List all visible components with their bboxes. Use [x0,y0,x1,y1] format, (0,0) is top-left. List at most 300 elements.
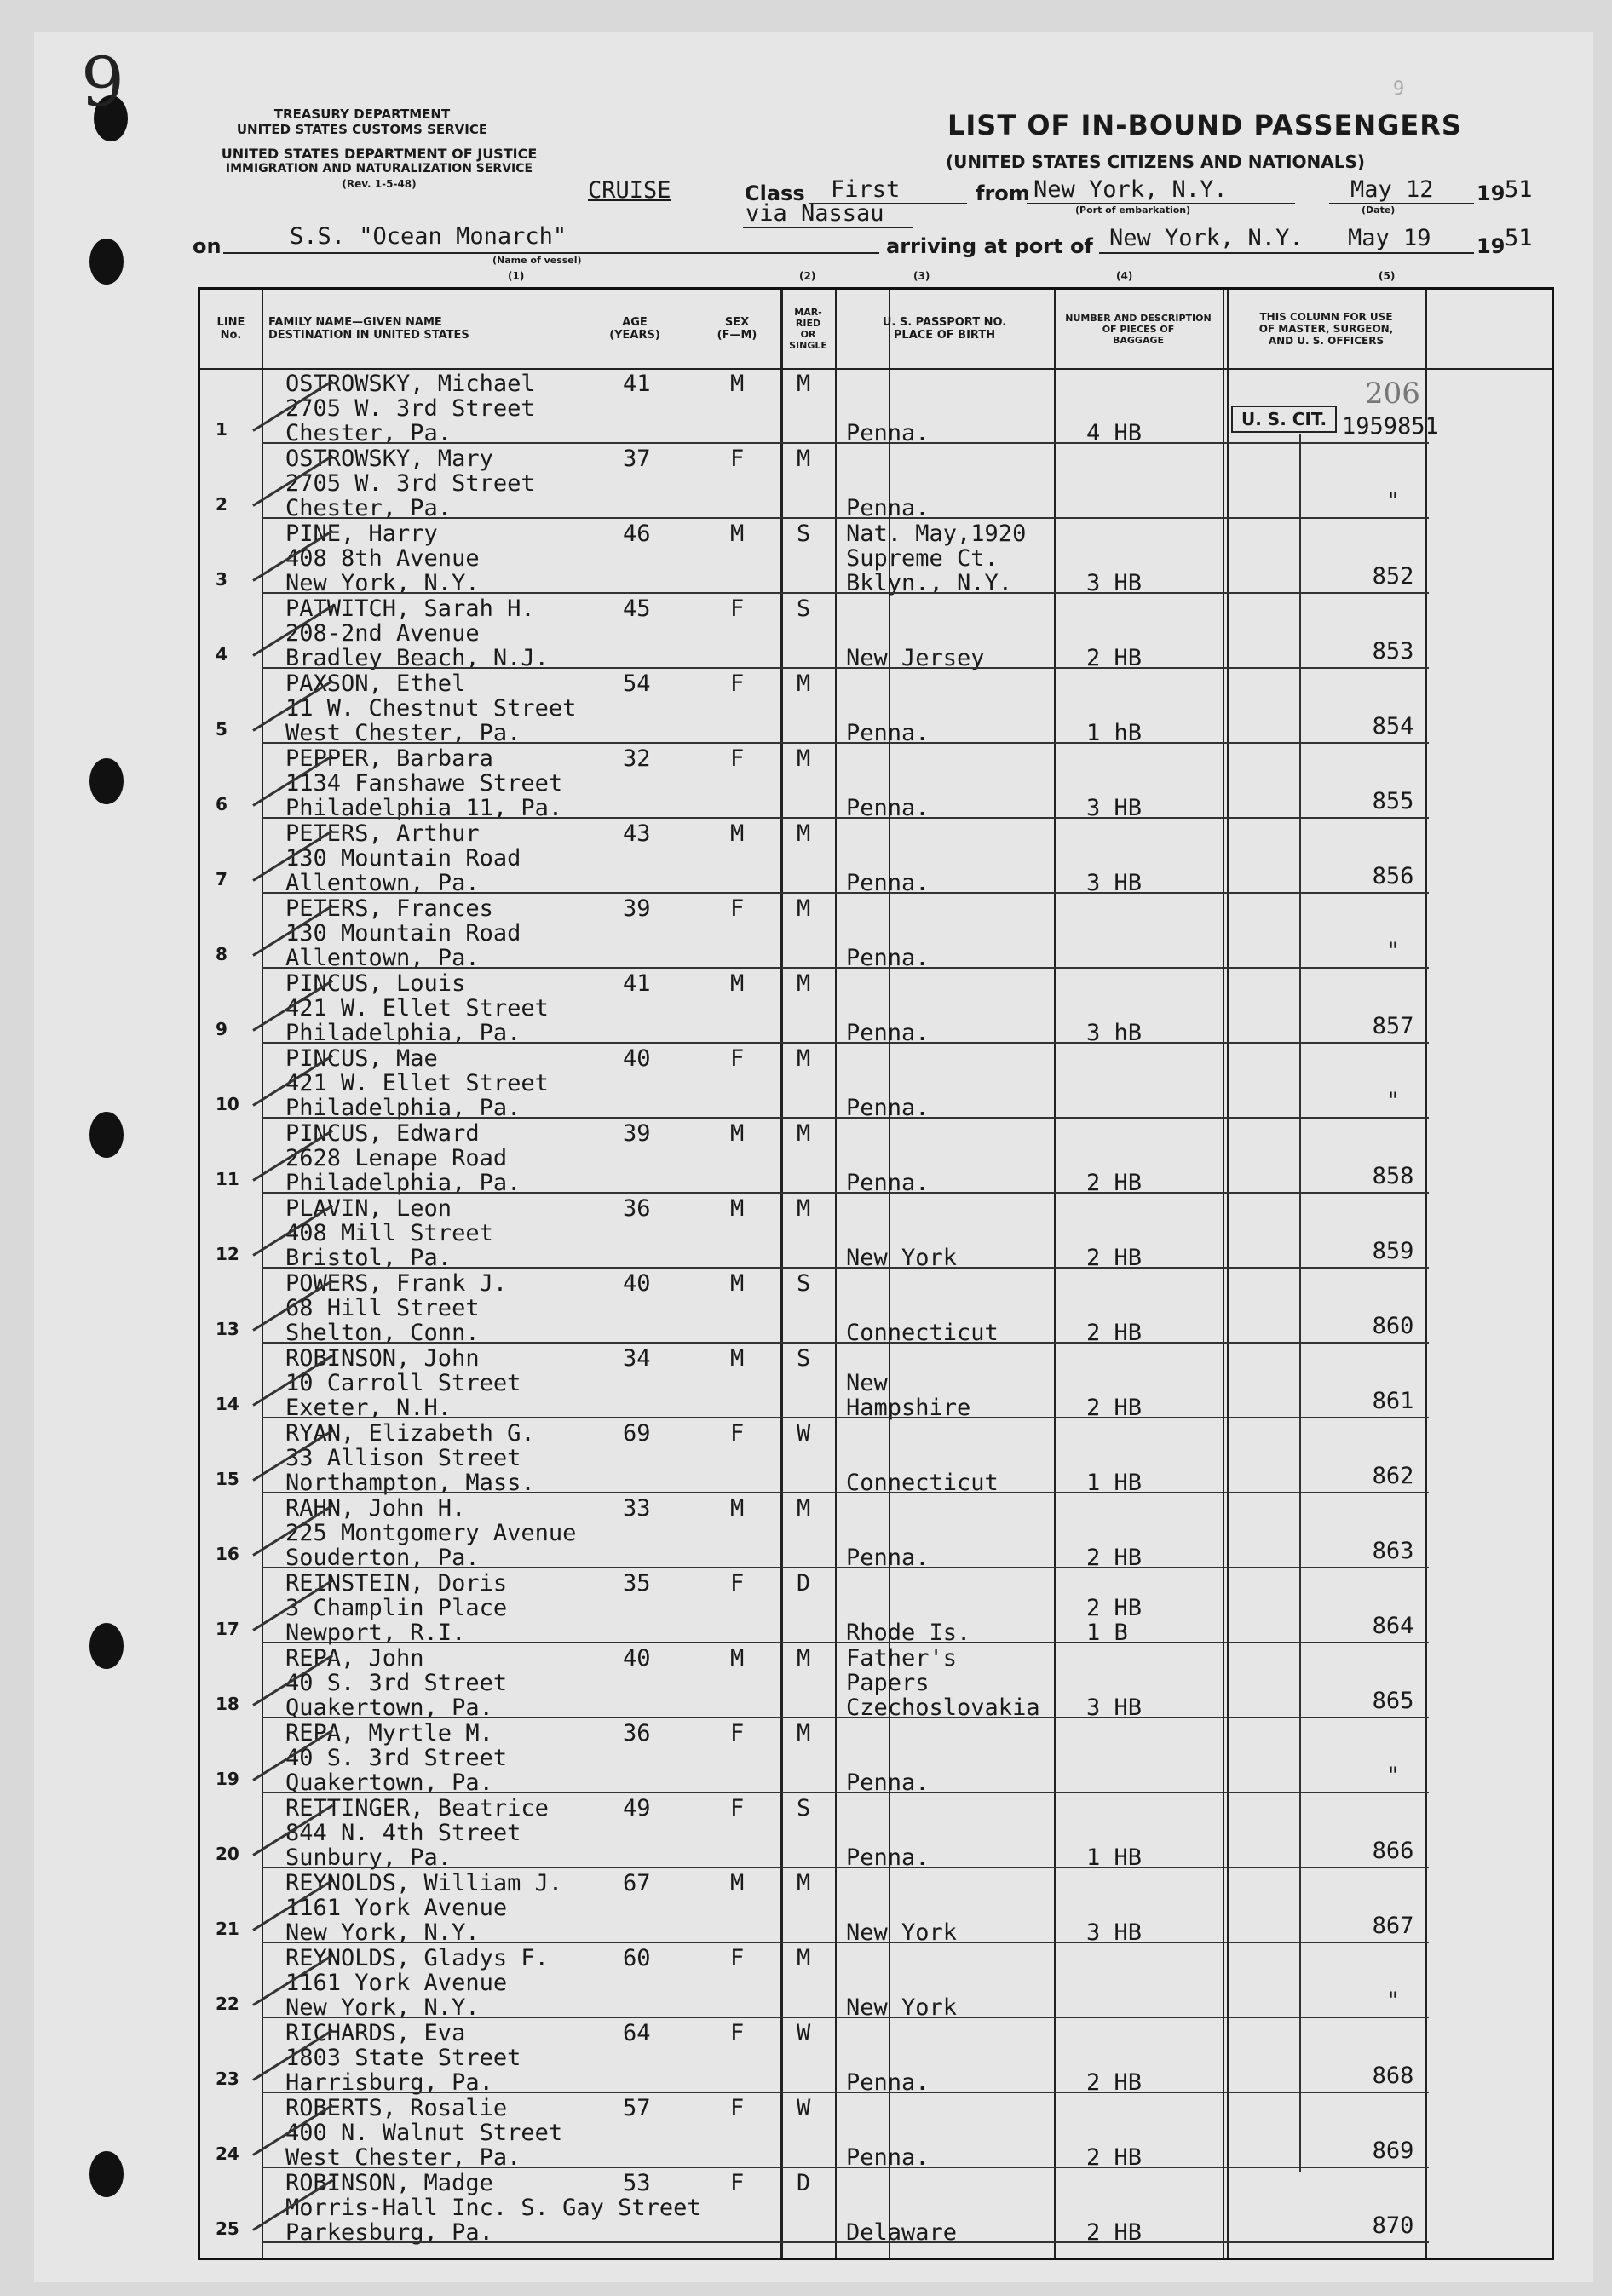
officer-number: " [1385,488,1401,515]
passenger-age: 40 [623,1270,651,1297]
line-number: 21 [216,1919,239,1939]
vessel-name: S.S. "Ocean Monarch" [290,223,567,250]
passenger-name: REYNOLDS, Gladys F. [285,1945,549,1971]
baggage-line-3: 4 HB [1086,420,1143,446]
passenger-name: PLAVIN, Leon [285,1195,452,1222]
passenger-street: 225 Montgomery Avenue [285,1520,577,1546]
passenger-street: 1134 Fanshawe Street [285,770,563,797]
table-row [200,745,1552,819]
table-row [200,1719,1552,1796]
birth-line-3: Connecticut [846,1470,999,1496]
date-caption: (Date) [1362,204,1396,216]
passenger-sex: M [730,371,745,397]
marital-status: S [797,1345,811,1372]
punch-hole [89,758,124,804]
birth-line-3: Hampshire [846,1395,971,1421]
line-number: 5 [216,719,227,739]
marital-status: M [797,371,811,397]
line-number: 18 [216,1694,239,1714]
passenger-street: 2628 Lenape Road [285,1145,508,1171]
passenger-age: 39 [623,895,651,922]
passenger-name: PETERS, Frances [285,895,493,922]
birth-line-3: Penna. [846,720,930,746]
passenger-name: PINCUS, Mae [285,1045,438,1072]
passenger-sex: M [730,1645,745,1672]
passenger-city: West Chester, Pa. [285,720,521,746]
arrival-date: May 19 [1348,225,1431,251]
passenger-name: RETTINGER, Beatrice [285,1795,549,1821]
passenger-sex: F [730,1420,745,1447]
stamp-number: 1959851 [1342,413,1439,440]
passenger-name: PAXSON, Ethel [285,670,466,697]
passenger-sex: M [730,820,745,847]
agency-line-1: TREASURY DEPARTMENT [273,106,451,122]
passenger-sex: F [730,1795,745,1821]
officer-number: 860 [1372,1313,1414,1339]
arrival-port: New York, N.Y. [1109,225,1304,251]
stamp-label: U. S. CIT. [1241,409,1327,429]
passenger-street: 68 Hill Street [285,1295,480,1321]
birth-line-3: Czechoslovakia [846,1695,1040,1721]
line-number: 11 [216,1169,239,1189]
officer-number: " [1385,1763,1401,1789]
passenger-street: 1161 York Avenue [285,1895,508,1921]
table-row [200,1494,1552,1571]
col-header-married: MAR- RIED OR SINGLE [789,307,827,351]
corner-mark: 9 [81,43,124,122]
passenger-sex: M [730,970,745,997]
line-number: 24 [216,2144,239,2164]
table-row [200,1119,1552,1194]
on-label: on [193,234,222,258]
agency-line-3: UNITED STATES DEPARTMENT OF JUSTICE [221,146,538,162]
table-row [200,970,1552,1044]
line-number: 17 [216,1619,239,1639]
passenger-sex: F [730,1945,745,1971]
baggage-line-3: 3 HB [1086,1919,1143,1946]
passenger-sex: F [730,745,745,772]
marital-status: M [797,1645,811,1672]
marital-status: W [797,1420,811,1447]
col-num-2: (2) [799,270,816,282]
baggage-line-3: 1 HB [1086,1844,1143,1871]
line-number: 12 [216,1244,239,1264]
marital-status: M [797,1945,811,1971]
class-value: First [831,176,901,203]
passenger-sex: F [730,596,745,622]
passenger-sex: F [730,2170,745,2196]
passenger-street: 2705 W. 3rd Street [285,395,535,422]
table-row [200,2019,1552,2096]
birth-line-3: Bklyn., N.Y. [846,570,1013,596]
passenger-city: West Chester, Pa. [285,2144,521,2171]
passenger-street: 33 Allison Street [285,1445,521,1471]
embarkation-port: New York, N.Y. [1033,176,1228,203]
col-header-sex: SEX (F—M) [717,316,757,342]
baggage-line-3: 3 HB [1086,870,1143,896]
passenger-city: Philadelphia, Pa. [285,1095,521,1121]
passenger-street: 130 Mountain Road [285,845,521,872]
passenger-name: RAHN, John H. [285,1495,466,1522]
officer-number: 868 [1372,2063,1414,2089]
passenger-city: Allentown, Pa. [285,870,480,896]
port-caption: (Port of embarkation) [1075,204,1191,216]
passenger-sex: F [730,670,745,697]
passenger-street: 1161 York Avenue [285,1970,508,1996]
passenger-city: Harrisburg, Pa. [285,2069,493,2096]
officer-number: 865 [1372,1688,1414,1714]
marital-status: M [797,745,811,772]
table-row [200,1569,1552,1646]
passenger-name: RYAN, Elizabeth G. [285,1420,535,1447]
passenger-city: Bradley Beach, N.J. [285,645,549,671]
birth-line-3: Connecticut [846,1320,999,1346]
passenger-age: 33 [623,1495,651,1522]
officer-number: 859 [1372,1238,1414,1264]
passenger-age: 36 [623,1195,651,1222]
officer-number: " [1385,938,1401,964]
table-row [200,2169,1552,2246]
birth-line-3: New Jersey [846,645,985,671]
passenger-name: PETERS, Arthur [285,820,480,847]
passenger-name: REPA, Myrtle M. [285,1720,493,1746]
marital-status: S [797,1270,811,1297]
baggage-line-3: 2 HB [1086,1395,1143,1421]
table-row [200,1794,1552,1871]
table-row [200,1269,1552,1344]
passenger-name: REPA, John [285,1645,424,1672]
baggage-line-3: 2 HB [1086,1320,1143,1346]
baggage-line-3: 1 HB [1086,1470,1143,1496]
passenger-city: Philadelphia 11, Pa. [285,795,563,821]
passenger-age: 64 [623,2020,651,2046]
line-number: 3 [216,569,227,590]
passenger-sex: F [730,2095,745,2121]
passenger-age: 60 [623,1945,651,1971]
marital-status: M [797,446,811,472]
agency-line-4: IMMIGRATION AND NATURALIZATION SERVICE [225,162,533,176]
class-label: Class [745,181,805,205]
passenger-street: 40 S. 3rd Street [285,1670,508,1696]
passenger-street: 11 W. Chestnut Street [285,695,577,722]
birth-line-3: Penna. [846,1020,930,1046]
passenger-sex: F [730,1045,745,1072]
marital-status: S [797,596,811,622]
passenger-sex: F [730,1570,745,1597]
marital-status: M [797,820,811,847]
passenger-city: Quakertown, Pa. [285,1769,493,1796]
baggage-line-2: 2 HB [1086,1595,1143,1621]
birth-line-3: Delaware [846,2219,958,2246]
birth-line-3: Penna. [846,495,930,521]
table-row [200,520,1552,594]
col-header-age: AGE (YEARS) [609,316,660,342]
col-num-3: (3) [913,270,930,282]
baggage-line-3: 2 HB [1086,645,1143,671]
passenger-age: 45 [623,596,651,622]
officer-number: 858 [1372,1163,1414,1189]
arriving-label: arriving at port of [886,234,1093,258]
line-number: 15 [216,1469,239,1489]
col-header-passport: U. S. PASSPORT NO. PLACE OF BIRTH [882,316,1007,342]
page-title: LIST OF IN-BOUND PASSENGERS [947,109,1462,141]
passenger-sex: F [730,446,745,472]
passenger-city: New York, N.Y. [285,1994,480,2021]
line-number: 1 [216,419,227,440]
birth-line-3: Penna. [846,1844,930,1871]
table-row [200,595,1552,669]
arrival-year-prefix: 19 [1477,234,1505,258]
birth-line-3: New York [846,1919,958,1946]
passenger-city: Allentown, Pa. [285,945,480,971]
line-number: 6 [216,794,227,814]
officer-number: 852 [1372,563,1414,590]
passenger-age: 46 [623,521,651,547]
officer-number: 861 [1372,1388,1414,1414]
line-number: 16 [216,1544,239,1564]
arrival-year-suffix: 51 [1505,225,1533,251]
line-number: 7 [216,869,227,889]
passenger-city: Sunbury, Pa. [285,1844,452,1871]
marital-status: W [797,2095,811,2121]
page-subtitle: (UNITED STATES CITIZENS AND NATIONALS) [946,152,1366,172]
passenger-street: 400 N. Walnut Street [285,2120,563,2146]
agency-line-5: (Rev. 1-5-48) [342,178,417,190]
line-number: 10 [216,1094,239,1114]
baggage-line-3: 2 HB [1086,2144,1143,2171]
table-row [200,1344,1552,1421]
marital-status: D [797,2170,811,2196]
passenger-street: 421 W. Ellet Street [285,995,549,1021]
passenger-name: ROBINSON, John [285,1345,480,1372]
passenger-name: REYNOLDS, William J. [285,1870,563,1896]
birth-line-3: Penna. [846,1170,930,1196]
marital-status: M [797,895,811,922]
officer-number: 857 [1372,1013,1414,1039]
baggage-line-3: 3 hB [1086,1020,1143,1046]
passenger-city: Chester, Pa. [285,420,452,446]
passenger-city: Northampton, Mass. [285,1470,535,1496]
passenger-age: 53 [623,2170,651,2196]
passenger-city: Philadelphia, Pa. [285,1170,521,1196]
line-number: 19 [216,1769,239,1789]
passenger-street: 2705 W. 3rd Street [285,470,535,497]
baggage-line-3: 2 HB [1086,2069,1143,2096]
us-citizen-stamp [1231,406,1337,433]
officer-number: 869 [1372,2138,1414,2164]
col-header-name: FAMILY NAME—GIVEN NAME DESTINATION IN UNITED STATES [268,316,469,342]
vessel-caption: (Name of vessel) [492,255,582,266]
punch-hole [89,2151,124,2197]
passenger-age: 41 [623,371,651,397]
col-num-1: (1) [508,270,525,282]
passenger-city: Bristol, Pa. [285,1245,452,1271]
passenger-name: PEPPER, Barbara [285,745,493,772]
passenger-city: Souderton, Pa. [285,1545,480,1571]
birth-line-3: Penna. [846,945,930,971]
col-header-officers: THIS COLUMN FOR USE OF MASTER, SURGEON, AND U. S. OFFICERS [1258,311,1394,347]
passenger-city: Quakertown, Pa. [285,1695,493,1721]
col-header-baggage: NUMBER AND DESCRIPTION OF PIECES OF BAGGAGE [1065,312,1212,346]
passenger-street: 40 S. 3rd Street [285,1745,508,1771]
passenger-name: REINSTEIN, Doris [285,1570,508,1597]
marital-status: M [797,1870,811,1896]
marital-status: S [797,521,811,547]
passenger-name: PATWITCH, Sarah H. [285,596,535,622]
line-number: 9 [216,1019,227,1039]
birth-line-3: Penna. [846,870,930,896]
birth-line-3: Penna. [846,2069,930,2096]
passenger-city: Shelton, Conn. [285,1320,480,1346]
birth-line-2: Supreme Ct. [846,545,999,572]
baggage-line-3: 2 HB [1086,2219,1143,2246]
passenger-street: Morris-Hall Inc. S. Gay Street [285,2195,701,2221]
passenger-name: OSTROWSKY, Michael [285,371,535,397]
baggage-line-3: 3 HB [1086,795,1143,821]
officer-number: " [1385,1988,1401,2014]
passenger-name: OSTROWSKY, Mary [285,446,493,472]
officer-number: 854 [1372,713,1414,739]
passenger-street: 130 Mountain Road [285,920,521,947]
passenger-age: 57 [623,2095,651,2121]
passenger-age: 40 [623,1045,651,1072]
embarkation-year-prefix: 19 [1477,181,1505,205]
marital-status: M [797,670,811,697]
passenger-city: Philadelphia, Pa. [285,1020,521,1046]
passenger-name: ROBINSON, Madge [285,2170,493,2196]
line-number: 20 [216,1844,239,1864]
passenger-name: POWERS, Frank J. [285,1270,508,1297]
passenger-sex: M [730,521,745,547]
birth-line-3: Penna. [846,795,930,821]
punch-hole [89,1623,124,1669]
officer-number: 855 [1372,788,1414,814]
passenger-age: 40 [623,1645,651,1672]
passenger-street: 10 Carroll Street [285,1370,521,1396]
table-row [200,1644,1552,1721]
passenger-sex: M [730,1495,745,1522]
via-value: via Nassau [746,200,884,227]
birth-line-3: Penna. [846,2144,930,2171]
col-header-line: LINE No. [216,316,245,342]
embarkation-date: May 12 [1350,176,1434,203]
table-row [200,445,1552,519]
passenger-age: 54 [623,670,651,697]
passenger-street: 844 N. 4th Street [285,1820,521,1846]
officer-number: 862 [1372,1463,1414,1489]
baggage-line-3: 1 B [1086,1620,1128,1646]
passenger-street: 408 8th Avenue [285,545,480,572]
passenger-city: Parkesburg, Pa. [285,2219,493,2246]
line-number: 25 [216,2218,239,2239]
passenger-sex: M [730,1120,745,1147]
line-number: 23 [216,2069,239,2089]
table-row [200,670,1552,744]
passenger-name: PINCUS, Louis [285,970,466,997]
table-row [200,820,1552,894]
passenger-city: New York, N.Y. [285,1919,480,1946]
officer-number: 856 [1372,863,1414,889]
birth-line-3: Penna. [846,1095,930,1121]
passenger-sex: F [730,2020,745,2046]
line-number: 4 [216,644,227,665]
birth-line-3: Penna. [846,1545,930,1571]
agency-line-2: UNITED STATES CUSTOMS SERVICE [236,122,488,137]
baggage-line-3: 1 hB [1086,720,1143,746]
baggage-line-3: 3 HB [1086,570,1143,596]
passenger-sex: M [730,1870,745,1896]
line-number: 2 [216,494,227,515]
birth-line-3: New York [846,1245,958,1271]
line-number: 8 [216,944,227,964]
from-label: from [976,181,1030,205]
officer-number: 867 [1372,1913,1414,1939]
officer-number: 853 [1372,638,1414,665]
passenger-city: Exeter, N.H. [285,1395,452,1421]
page-number-faint: 9 [1393,78,1405,100]
passenger-age: 41 [623,970,651,997]
passenger-age: 36 [623,1720,651,1746]
line-number: 22 [216,1994,239,2014]
birth-line-3: Penna. [846,1769,930,1796]
passenger-age: 39 [623,1120,651,1147]
marital-status: M [797,1045,811,1072]
table-row [200,1869,1552,1946]
marital-status: D [797,1570,811,1597]
passenger-sex: F [730,1720,745,1746]
passenger-name: PINCUS, Edward [285,1120,480,1147]
passenger-age: 43 [623,820,651,847]
passenger-street: 208-2nd Avenue [285,620,480,647]
table-row [200,1419,1552,1496]
passenger-age: 69 [623,1420,651,1447]
passenger-sex: M [730,1345,745,1372]
table-row [200,1044,1552,1119]
passenger-street: 408 Mill Street [285,1220,493,1246]
passenger-age: 37 [623,446,651,472]
passenger-age: 34 [623,1345,651,1372]
marital-status: M [797,1720,811,1746]
officer-number: " [1385,1088,1401,1114]
passenger-age: 49 [623,1795,651,1821]
passenger-sex: M [730,1270,745,1297]
passenger-city: New York, N.Y. [285,570,480,596]
marital-status: M [797,1195,811,1222]
embarkation-year-suffix: 51 [1505,176,1533,203]
officer-number: 870 [1372,2213,1414,2239]
birth-line-3: Penna. [846,420,930,446]
passenger-street: 3 Champlin Place [285,1595,508,1621]
marital-status: M [797,1120,811,1147]
col-num-5: (5) [1379,270,1396,282]
passenger-sex: F [730,895,745,922]
baggage-line-3: 3 HB [1086,1695,1143,1721]
marital-status: M [797,1495,811,1522]
birth-line-3: New York [846,1994,958,2021]
baggage-line-3: 2 HB [1086,1170,1143,1196]
passenger-street: 421 W. Ellet Street [285,1070,549,1096]
table-row [200,1944,1552,2021]
baggage-line-3: 2 HB [1086,1245,1143,1271]
passenger-age: 32 [623,745,651,772]
birth-line-1: Nat. May,1920 [846,521,1027,547]
birth-line-2: Papers [846,1670,930,1696]
passenger-city: Newport, R.I. [285,1620,466,1646]
birth-line-3: Rhode Is. [846,1620,971,1646]
officer-number: 866 [1372,1838,1414,1864]
passenger-table [198,287,1554,2260]
birth-line-1: Father's [846,1645,958,1672]
